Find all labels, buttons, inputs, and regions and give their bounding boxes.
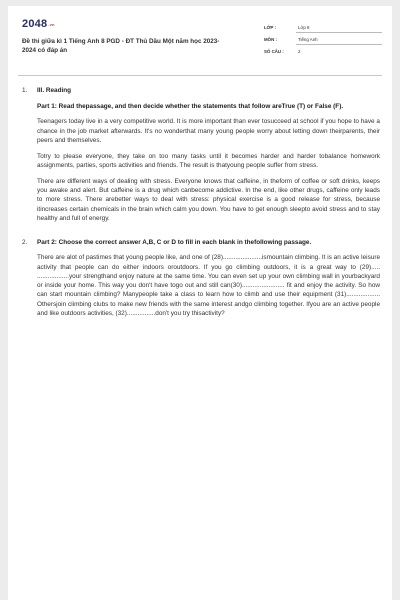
question-instruction: Part 1: Read thepassage, and then decide whether the statements that follow areTrue (T) or False (F). (37, 102, 344, 110)
meta-row-subject (264, 36, 382, 48)
passage-paragraph: Teenagers today live in a very competitive world. It is more important than ever tosucceed at school if you hope to have a chance in the job market afterwards. It's no wonderthat many young people worry about letting down theirparents, their peers and themselves. (37, 118, 380, 144)
passage-paragraph: There are different ways of dealing with stress. Everyone knows that caffeine, in theform of coffee or soft drinks, keeps you awake and alert. But caffeine is a drug which canbecome addictive. In the end, like other drugs, caffeine only leads to more stress. There arebetter ways to deal with stress: physical exercise is a good release for stress, because itincreases certain chemicals in the brain which calm you down. You have to get enough sleepto avoid stress and to stay healthy and full of energy. (37, 177, 380, 222)
meta-value: Lớp 8 (298, 25, 310, 30)
question-body (37, 238, 380, 319)
spacer (20, 230, 380, 238)
meta-info (264, 24, 382, 60)
meta-label: MÔN : (264, 37, 277, 42)
question-item (20, 238, 380, 319)
question-body (37, 86, 380, 223)
logo-sub-text: .vn (48, 21, 55, 27)
meta-value: 2 (298, 49, 301, 54)
question-number: 2. (22, 238, 28, 246)
question-number: 1. (22, 87, 28, 94)
meta-row-class (264, 24, 382, 36)
question-instruction: Part 2: Choose the correct answer A,B, C or D to fill in each blank in thefollowing passage. (37, 238, 312, 246)
document-page (8, 6, 392, 600)
meta-value: Tiếng Anh (298, 37, 318, 42)
document-header (18, 16, 382, 64)
meta-row-question-count (264, 48, 382, 60)
site-logo[interactable] (22, 18, 55, 30)
header-divider (18, 75, 382, 76)
passage-paragraph: There are alot of pastimes that young people like, and one of (28)......................ismountain climbing. It is an active leisure activity that people can do either indoors oroutdoors. If you go climbing outdoors, it is a great way to (29)..... ..................your strengthand enjoy nature at the same time. You can even set up your own climbing wall in yourbackyard or inside your home. This way you don't have togo out and still can(30)........................ fit and enjoy the activity. So how can start mountain climbing? Manypeople take a class to learn how to climb and use their equipment (31)................... Othersjoin climbing clubs to make new friends with the same interest andgo climbing together. Ifyou are an active people and like outdoors activities, (32)................don't you try thisactivity? (37, 254, 380, 317)
logo-main-text: 2048 (22, 18, 48, 30)
document-title: Đề thi giữa kì 1 Tiếng Anh 8 PGD - ĐT Thủ Dầu Một năm học 2023-2024 có đáp án (22, 38, 220, 54)
passage-paragraph: Totry to please everyone, they take on too many tasks until it becomes harder and harder tobalance homework assignments, parties, sports activities and friends. The result is thatyoung people suffer from stress. (37, 152, 380, 169)
section-heading: III. Reading (37, 87, 72, 94)
document-content (20, 86, 380, 325)
question-item (20, 86, 380, 223)
meta-label: SỐ CÂU : (264, 49, 284, 54)
meta-label: LỚP : (264, 25, 276, 30)
